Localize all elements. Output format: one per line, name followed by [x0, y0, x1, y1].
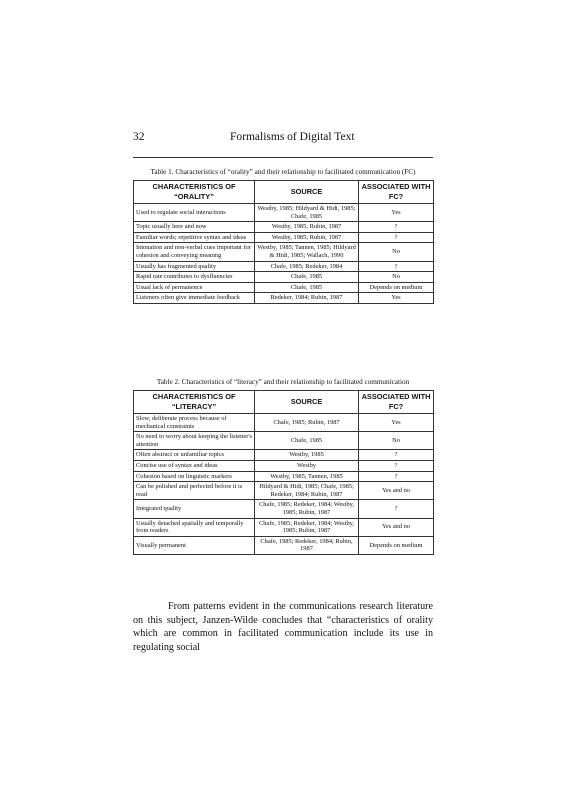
header-rule: [133, 157, 433, 158]
table-row: [134, 460, 434, 471]
table-cell: Rapid rate contributes to dysfluencies: [134, 272, 255, 283]
table-row: [134, 261, 434, 272]
table-row: [134, 204, 434, 222]
table-row: [134, 450, 434, 461]
table-cell: No: [359, 432, 434, 450]
table-cell: Yes: [359, 293, 434, 304]
table-cell: Concise use of syntax and ideas: [134, 460, 255, 471]
column-header: CHARACTERISTICS OF “LITERACY”: [134, 391, 255, 414]
table-row: [134, 282, 434, 293]
table-header-row: [134, 391, 434, 414]
table-cell: Can be polished and perfected before it is read: [134, 482, 255, 500]
table-row: [134, 232, 434, 243]
table-cell: Chafe, 1985: [255, 272, 359, 283]
running-title: Formalisms of Digital Text: [230, 131, 355, 143]
table-cell: Chafe, 1985; Redeker, 1984; Westby, 1985; Rubin, 1987: [255, 500, 359, 518]
table-row: [134, 272, 434, 283]
table-row: [134, 482, 434, 500]
table-row: [134, 222, 434, 233]
table-cell: No: [359, 272, 434, 283]
table-row: [134, 500, 434, 518]
table-cell: Westby: [255, 460, 359, 471]
table-cell: Depends on medium: [359, 282, 434, 293]
table-header-row: [134, 181, 434, 204]
table-cell: Cohesion based on linguistic markers: [134, 471, 255, 482]
table-cell: Chafe, 1985: [255, 282, 359, 293]
table-cell: Chafe, 1985: [255, 432, 359, 450]
table-cell: Chafe, 1985; Redeker, 1984; Westby, 1985; Rubin, 1987: [255, 518, 359, 536]
table-cell: ?: [359, 450, 434, 461]
table-cell: Familiar words; repetitive syntax and ideas: [134, 232, 255, 243]
table-cell: Yes and no: [359, 482, 434, 500]
page-number: 32: [133, 131, 145, 143]
column-header: ASSOCIATED WITH FC?: [359, 181, 434, 204]
table-cell: Westby, 1985; Rubin, 1987: [255, 222, 359, 233]
table-cell: Westby, 1985; Tannen, 1985: [255, 471, 359, 482]
table-cell: Slow, deliberate process because of mechanical constraints: [134, 414, 255, 432]
table-cell: ?: [359, 222, 434, 233]
table-row: [134, 518, 434, 536]
column-header: ASSOCIATED WITH FC?: [359, 391, 434, 414]
table-orality: [133, 180, 434, 304]
table-cell: Chafe, 1985; Rubin, 1987: [255, 414, 359, 432]
table-cell: Westby, 1985: [255, 450, 359, 461]
table-cell: Chafe, 1985; Redeker, 1984: [255, 261, 359, 272]
table-cell: ?: [359, 500, 434, 518]
table-cell: ?: [359, 261, 434, 272]
table-cell: Depends on medium: [359, 536, 434, 554]
table-cell: Usually has fragmented quality: [134, 261, 255, 272]
table-cell: ?: [359, 460, 434, 471]
table-row: [134, 293, 434, 304]
column-header: CHARACTERISTICS OF “ORALITY”: [134, 181, 255, 204]
table-cell: ?: [359, 232, 434, 243]
table-cell: Usually detached spatially and temporally from readers: [134, 518, 255, 536]
table-cell: Intonation and non-verbal cues important for cohesion and conveying meaning: [134, 243, 255, 261]
table-cell: No need to worry about keeping the listener's attention: [134, 432, 255, 450]
column-header: SOURCE: [255, 181, 359, 204]
body-paragraph: From patterns evident in the communications research literature on this subject, Janzen-Wilde concludes that “characteristics of orality which are common in facilitated communication include its use in regulating social: [133, 601, 433, 653]
table-row: [134, 243, 434, 261]
table-row: [134, 414, 434, 432]
table-cell: Often abstract or unfamiliar topics: [134, 450, 255, 461]
table-cell: Chafe, 1985; Redeker, 1984; Rubin, 1987: [255, 536, 359, 554]
table-cell: Westby, 1985; Rubin, 1987: [255, 232, 359, 243]
table-cell: Yes: [359, 414, 434, 432]
table-cell: Visually permanent: [134, 536, 255, 554]
table-row: [134, 471, 434, 482]
table-literacy: [133, 390, 434, 555]
table-cell: Yes: [359, 204, 434, 222]
table-cell: Hildyard & Hidi, 1985; Chafe, 1985; Redeker, 1984; Rubin, 1987: [255, 482, 359, 500]
table-cell: Yes and no: [359, 518, 434, 536]
body-text: [133, 600, 433, 654]
table-row: [134, 536, 434, 554]
table-cell: Used to regulate social interactions: [134, 204, 255, 222]
column-header: SOURCE: [255, 391, 359, 414]
table-cell: Listeners often give immediate feedback: [134, 293, 255, 304]
table1-caption: Table 1. Characteristics of “orality” and their relationship to facilitated communication (FC): [150, 168, 416, 176]
table-cell: Usual lack of permanence: [134, 282, 255, 293]
table-row: [134, 432, 434, 450]
table-cell: ?: [359, 471, 434, 482]
table-cell: Redeker, 1984; Rubin, 1987: [255, 293, 359, 304]
table-cell: Westby, 1985; Hildyard & Hidi, 1985; Chafe, 1985: [255, 204, 359, 222]
table-cell: Integrated quality: [134, 500, 255, 518]
table-cell: Westby, 1985; Tannen, 1985; Hildyard & Hidi, 1985; Wallach, 1990: [255, 243, 359, 261]
table2-caption: Table 2. Characteristics of “literacy” and their relationship to facilitated communication: [156, 378, 410, 386]
table-cell: No: [359, 243, 434, 261]
table-cell: Topic usually here and now: [134, 222, 255, 233]
